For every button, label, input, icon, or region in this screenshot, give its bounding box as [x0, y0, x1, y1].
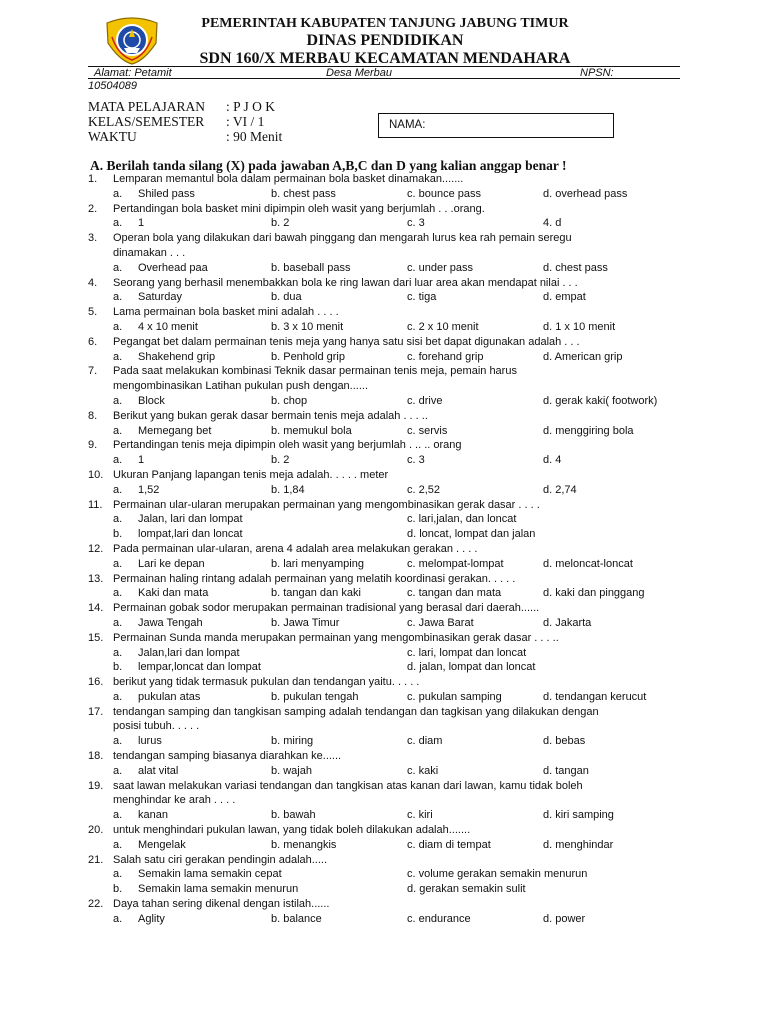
answer-option[interactable]: c. endurance [407, 912, 471, 925]
class-value: : VI / 1 [226, 114, 265, 129]
student-name-box[interactable] [378, 113, 614, 138]
option-letter: a. [113, 838, 123, 851]
question-text: Lemparan memantul bola dalam permainan bola basket dinamakan....... [113, 173, 464, 185]
question-line [0, 409, 768, 424]
answer-option[interactable]: Semakin lama semakin cepat [138, 868, 282, 881]
question-line [0, 172, 768, 187]
question-line [0, 897, 768, 912]
question-line [0, 779, 768, 794]
name-label: NAMA: [389, 119, 426, 131]
question-text: Permainan Sunda manda merupakan permainan yang mengombinasikan gerak dasar . . . .. [113, 631, 559, 644]
answer-option[interactable]: c. under pass [407, 261, 474, 274]
question-number: 9. [88, 439, 98, 452]
answer-option[interactable]: lurus [138, 735, 162, 748]
answer-option[interactable]: b. pukulan tengah [271, 690, 359, 703]
question-number: 17. [88, 705, 104, 718]
answer-option[interactable]: c. 3 [407, 217, 425, 230]
question-text: Pegangat bet dalam permainan tenis meja yang hanya satu sisi bet dapat digunakan adalah . . . [113, 335, 580, 348]
question-line [0, 305, 768, 320]
question-line [0, 823, 768, 838]
time-value: : 90 Menit [226, 129, 283, 144]
question-line [0, 468, 768, 483]
option-line [0, 320, 768, 335]
answer-option[interactable]: Semakin lama semakin menurun [138, 883, 299, 896]
class-label: KELAS/SEMESTER [88, 114, 205, 129]
answer-option[interactable]: c. servis [407, 424, 448, 437]
answer-option[interactable]: c. pukulan samping [407, 690, 502, 703]
option-line [0, 261, 768, 276]
answer-option[interactable]: d. menghindar [543, 838, 614, 851]
answer-option[interactable]: 1,52 [138, 483, 160, 496]
question-number: 22. [88, 898, 104, 911]
option-letter: a. [113, 735, 123, 748]
section-instruction: A. Berilah tanda silang (X) pada jawaban A,B,C dan D yang kalian anggap benar ! [90, 158, 567, 173]
question-line [0, 364, 768, 379]
question-text: Pertandingan bola basket mini dipimpin oleh wasit yang berjumlah . . .orang. [113, 202, 485, 215]
npsn-label: NPSN: [580, 67, 614, 79]
option-line [0, 394, 768, 409]
option-letter: a. [113, 764, 123, 777]
option-letter: b. [113, 661, 123, 674]
answer-option[interactable]: c. drive [407, 394, 443, 407]
answer-option[interactable]: b. dua [271, 291, 302, 304]
answer-option[interactable]: d. tangan [543, 764, 589, 777]
answer-option[interactable]: 1 [138, 454, 145, 467]
answer-option[interactable]: Shiled pass [138, 187, 195, 200]
question-text: Permainan ular-ularan merupakan permainan yang mengombinasikan gerak dasar . . . . [113, 498, 540, 511]
answer-option[interactable]: d. gerak kaki( footwork) [543, 394, 658, 407]
option-line [0, 660, 768, 675]
answer-option[interactable]: b. tangan dan kaki [271, 587, 361, 600]
option-letter: a. [113, 587, 123, 600]
option-line [0, 290, 768, 305]
option-letter: a. [113, 646, 123, 659]
answer-option[interactable]: kanan [138, 809, 168, 822]
option-line [0, 424, 768, 439]
answer-option[interactable]: 4. d [543, 217, 562, 230]
question-line [0, 379, 768, 394]
option-letter: b. [113, 528, 123, 541]
answer-option[interactable]: b. balance [271, 912, 322, 925]
question-number: 15. [88, 631, 104, 644]
answer-option[interactable]: b. 1,84 [271, 483, 305, 496]
question-text: Permainan haling rintang adalah permainan yang melatih koordinasi gerakan. . . . . [113, 572, 516, 585]
question-line [0, 853, 768, 868]
option-letter: a. [113, 616, 123, 629]
answer-option[interactable]: b. memukul bola [271, 424, 352, 437]
question-number: 13. [88, 572, 104, 585]
option-line [0, 453, 768, 468]
question-line [0, 438, 768, 453]
answer-option[interactable]: pukulan atas [138, 690, 201, 703]
option-line [0, 808, 768, 823]
question-line [0, 498, 768, 513]
option-letter: b. [113, 883, 123, 896]
option-letter: a. [113, 483, 123, 496]
answer-option[interactable]: d. bebas [543, 735, 586, 748]
question-line [0, 276, 768, 291]
header-government: PEMERINTAH KABUPATEN TANJUNG JABUNG TIMUR [201, 16, 569, 31]
answer-option[interactable]: c. bounce pass [407, 187, 481, 200]
answer-option[interactable]: d. gerakan semakin sulit [407, 883, 526, 896]
question-line [0, 246, 768, 261]
option-line [0, 764, 768, 779]
subject-label: MATA PELAJARAN [88, 99, 206, 114]
option-letter: a. [113, 261, 123, 274]
option-letter: a. [113, 868, 123, 881]
question-number: 3. [88, 232, 98, 245]
question-line [0, 542, 768, 557]
question-line [0, 335, 768, 350]
option-line [0, 867, 768, 882]
answer-option[interactable]: d. menggiring bola [543, 424, 634, 437]
question-line [0, 675, 768, 690]
answer-option[interactable]: b. chop [271, 394, 308, 407]
question-line [0, 572, 768, 587]
question-number: 8. [88, 409, 98, 422]
question-number: 2. [88, 202, 98, 215]
question-number: 16. [88, 676, 104, 689]
answer-option[interactable]: alat vital [138, 764, 179, 777]
answer-option[interactable]: d. 4 [543, 454, 562, 467]
question-text: mengombinasikan Latihan pukulan push dengan...... [113, 380, 369, 393]
answer-option[interactable]: lompat,lari dan loncat [138, 528, 243, 541]
answer-option[interactable]: Memegang bet [138, 424, 212, 437]
answer-option[interactable]: c. forehand grip [407, 350, 484, 363]
answer-option[interactable]: d. Jakarta [543, 616, 592, 629]
answer-option[interactable]: b. menangkis [271, 838, 337, 851]
answer-option[interactable]: d. power [543, 912, 586, 925]
question-line [0, 231, 768, 246]
option-line [0, 586, 768, 601]
question-number: 5. [88, 306, 98, 319]
answer-option[interactable]: b. Jawa Timur [271, 616, 340, 629]
option-line [0, 616, 768, 631]
option-line [0, 350, 768, 365]
option-line [0, 512, 768, 527]
answer-option[interactable]: 4 x 10 menit [138, 320, 198, 333]
question-number: 11. [88, 498, 103, 511]
question-list [0, 172, 768, 927]
option-letter: a. [113, 912, 123, 925]
question-line [0, 793, 768, 808]
option-letter: a. [113, 690, 123, 703]
answer-option[interactable]: b. bawah [271, 809, 316, 822]
question-line [0, 705, 768, 720]
answer-option[interactable]: Jawa Tengah [138, 616, 203, 629]
option-letter: a. [113, 394, 123, 407]
question-number: 6. [88, 335, 98, 348]
question-text: Daya tahan sering dikenal dengan istilah...... [113, 898, 330, 911]
answer-option[interactable]: b. baseball pass [271, 261, 351, 274]
question-text: Operan bola yang dilakukan dari bawah pinggang dan mengarah lurus kea rah pemain seregu [113, 232, 572, 245]
question-text: tendangan samping dan tangkisan samping adalah tendangan dan tagkisan yang dilakukan dengan [113, 705, 599, 718]
answer-option[interactable]: Kaki dan mata [138, 587, 209, 600]
question-number: 19. [88, 779, 104, 792]
question-text: Lama permainan bola basket mini adalah . . . . [113, 306, 339, 319]
option-letter: a. [113, 291, 123, 304]
answer-option[interactable]: d. kiri samping [543, 809, 614, 822]
question-number: 1. [88, 173, 98, 185]
option-letter: a. [113, 557, 123, 570]
header-divider-bottom [88, 78, 680, 79]
header-school: SDN 160/X MERBAU KECAMATAN MENDAHARA [199, 50, 571, 67]
question-text: Pada saat melakukan kombinasi Teknik dasar permainan tenis meja, pemain harus [113, 365, 517, 378]
question-text: Seorang yang berhasil menembakkan bola ke ring lawan dari luar area akan mendapat nilai . . . [113, 276, 578, 289]
answer-option[interactable]: d. overhead pass [543, 187, 628, 200]
question-text: untuk menghindari pukulan lawan, yang tidak boleh dilakukan adalah....... [113, 824, 471, 837]
answer-option[interactable]: c. Jawa Barat [407, 616, 474, 629]
answer-option[interactable]: d. tendangan kerucut [543, 690, 647, 703]
question-text: tendangan samping biasanya diarahkan ke...... [113, 750, 342, 763]
answer-option[interactable]: c. kaki [407, 764, 439, 777]
header-department: DINAS PENDIDIKAN [306, 32, 464, 49]
answer-option[interactable]: Mengelak [138, 838, 186, 851]
option-line [0, 690, 768, 705]
answer-option[interactable]: c. 3 [407, 454, 425, 467]
question-text: Berikut yang bukan gerak dasar bermain tenis meja adalah . . . .. [113, 409, 428, 422]
answer-option[interactable]: b. 3 x 10 menit [271, 320, 344, 333]
answer-option[interactable]: d. American grip [543, 350, 623, 363]
question-number: 18. [88, 750, 104, 763]
question-number: 10. [88, 468, 104, 481]
answer-option[interactable]: c. 2,52 [407, 483, 441, 496]
option-letter: a. [113, 809, 123, 822]
question-line [0, 719, 768, 734]
answer-option[interactable]: Jalan,lari dan lompat [138, 646, 240, 659]
answer-option[interactable]: b. Penhold grip [271, 350, 345, 363]
option-line [0, 646, 768, 661]
subject-value: : P J O K [226, 99, 276, 114]
question-text: menghindar ke arah . . . . [113, 794, 236, 807]
question-number: 21. [88, 853, 104, 866]
answer-option[interactable]: b. 2 [271, 454, 290, 467]
address-label: Alamat: Petamit [94, 67, 172, 79]
answer-option[interactable]: c. lari, lompat dan loncat [407, 646, 527, 659]
answer-option[interactable]: c. lari,jalan, dan loncat [407, 513, 517, 526]
question-text: berikut yang tidak termasuk pukulan dan tendangan yaitu. . . . . [113, 676, 420, 689]
answer-option[interactable]: c. volume gerakan semakin menurun [407, 868, 588, 881]
question-text: posisi tubuh. . . . . [113, 720, 200, 733]
question-line [0, 749, 768, 764]
answer-option[interactable]: c. kiri [407, 809, 433, 822]
answer-option[interactable]: Jalan, lari dan lompat [138, 513, 243, 526]
answer-option[interactable]: c. tangan dan mata [407, 587, 502, 600]
question-text: Pada permainan ular-ularan, arena 4 adalah area melakukan gerakan . . . . [113, 542, 478, 555]
question-line [0, 601, 768, 616]
option-letter: a. [113, 320, 123, 333]
option-line [0, 838, 768, 853]
answer-option[interactable]: b. chest pass [271, 187, 336, 200]
question-text: Ukuran Panjang lapangan tenis meja adalah. . . . . meter [113, 468, 389, 481]
option-letter: a. [113, 513, 123, 526]
answer-option[interactable]: b. wajah [271, 764, 312, 777]
answer-option[interactable]: 1 [138, 217, 145, 230]
option-line [0, 912, 768, 927]
answer-option[interactable]: Lari ke depan [138, 557, 205, 570]
answer-option[interactable]: Aglity [138, 912, 165, 925]
answer-option[interactable]: Saturday [138, 291, 183, 304]
question-number: 4. [88, 276, 98, 289]
answer-option[interactable]: b. miring [271, 735, 314, 748]
option-letter: a. [113, 187, 123, 200]
option-letter: a. [113, 217, 123, 230]
answer-option[interactable]: d. loncat, lompat dan jalan [407, 528, 536, 541]
answer-option[interactable]: d. chest pass [543, 261, 608, 274]
village-label: Desa Merbau [326, 67, 393, 79]
option-line [0, 557, 768, 572]
option-letter: a. [113, 350, 123, 363]
answer-option[interactable]: c. diam di tempat [407, 838, 491, 851]
option-line [0, 483, 768, 498]
answer-option[interactable]: d. empat [543, 291, 586, 304]
question-text: saat lawan melakukan variasi tendangan dan tangkisan atas kanan dari lawan, kamu tidak boleh [113, 779, 583, 792]
question-number: 20. [88, 824, 104, 837]
answer-option[interactable]: lempar,loncat dan lompat [138, 661, 261, 674]
option-line [0, 187, 768, 202]
answer-option[interactable]: d. kaki dan pinggang [543, 587, 645, 600]
option-line [0, 216, 768, 231]
answer-option[interactable]: Overhead paa [138, 261, 208, 274]
question-text: Pertandingan tenis meja dipimpin oleh wasit yang berjumlah . .. .. orang [113, 439, 462, 452]
question-line [0, 202, 768, 217]
answer-option[interactable]: d. jalan, lompat dan loncat [407, 661, 536, 674]
question-number: 7. [88, 365, 98, 378]
option-line [0, 882, 768, 897]
answer-option[interactable]: d. meloncat-loncat [543, 557, 633, 570]
answer-option[interactable]: d. 2,74 [543, 483, 577, 496]
question-text: Salah satu ciri gerakan pendingin adalah..... [113, 853, 328, 866]
answer-option[interactable]: b. 2 [271, 217, 290, 230]
option-line [0, 734, 768, 749]
answer-option[interactable]: c. tiga [407, 291, 437, 304]
answer-option[interactable]: c. melompat-lompat [407, 557, 504, 570]
question-number: 14. [88, 602, 104, 615]
answer-option[interactable]: Shakehend grip [138, 350, 216, 363]
answer-option[interactable]: d. 1 x 10 menit [543, 320, 616, 333]
answer-option[interactable]: c. 2 x 10 menit [407, 320, 479, 333]
answer-option[interactable]: b. lari menyamping [271, 557, 364, 570]
question-text: dinamakan . . . [113, 246, 186, 259]
npsn-value: 10504089 [88, 80, 137, 92]
option-letter: a. [113, 454, 123, 467]
question-line [0, 631, 768, 646]
question-number: 12. [88, 542, 104, 555]
time-label: WAKTU [88, 129, 137, 144]
option-letter: a. [113, 424, 123, 437]
answer-option[interactable]: c. diam [407, 735, 443, 748]
option-line [0, 527, 768, 542]
answer-option[interactable]: Block [138, 394, 165, 407]
question-text: Permainan gobak sodor merupakan permainan tradisional yang berasal dari daerah...... [113, 602, 540, 615]
regency-logo-icon [104, 17, 160, 65]
